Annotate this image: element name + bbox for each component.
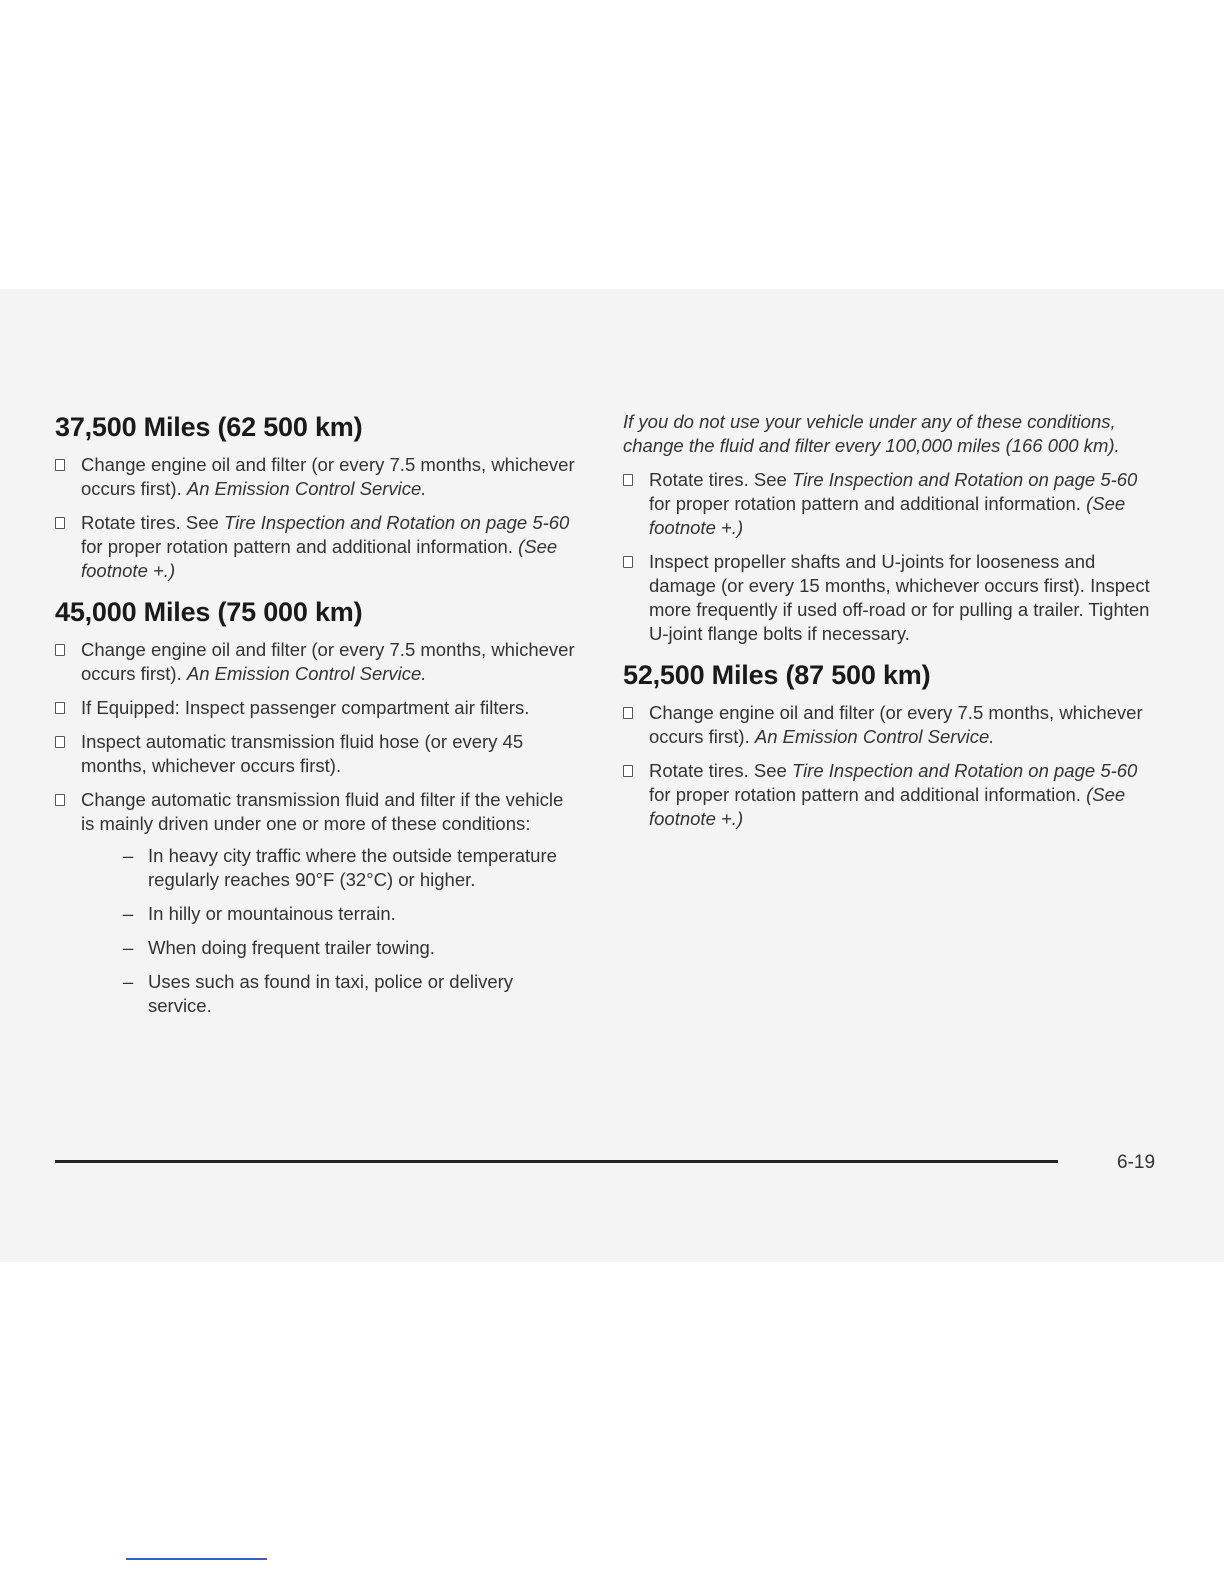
checklist-item bbox=[623, 468, 1163, 540]
checklist-item bbox=[623, 701, 1163, 749]
checklist-item bbox=[55, 730, 575, 778]
footnote-reference: (See footnote +.) bbox=[81, 536, 558, 581]
cross-reference: Tire Inspection and Rotation on page 5-60 bbox=[223, 512, 570, 533]
item-text: Inspect propeller shafts and U-joints for looseness and damage (or every 15 months, whichever occurs first). Inspect more frequently if used off-road or for pulling a trailer. Tighten U-joint flange bolts if necessary. bbox=[649, 551, 1150, 644]
item-text: Inspect automatic transmission fluid hose (or every 45 months, whichever occurs first). bbox=[81, 731, 524, 776]
condition-text: When doing frequent trailer towing. bbox=[148, 937, 435, 958]
dash-icon: – bbox=[123, 845, 134, 866]
checklist-item bbox=[55, 638, 575, 686]
checklist-item bbox=[55, 511, 575, 583]
footnote-rule bbox=[126, 1558, 267, 1560]
checklist-item bbox=[55, 453, 575, 501]
item-text: for proper rotation pattern and additional information. bbox=[81, 536, 519, 557]
footnote-reference: (See footnote +.) bbox=[649, 784, 1126, 829]
condition-text: In heavy city traffic where the outside temperature regularly reaches 90°F (32°C) or higher. bbox=[148, 845, 557, 890]
item-text: Rotate tires. See bbox=[649, 760, 792, 781]
footer-rule bbox=[55, 1160, 1058, 1163]
conditions-note: If you do not use your vehicle under any of these conditions, change the fluid and filter every 100,000 miles (166 000 km). bbox=[623, 411, 1120, 456]
checklist-item bbox=[55, 788, 575, 1018]
right-column bbox=[623, 410, 1163, 841]
checklist bbox=[55, 638, 575, 1018]
checkbox-icon bbox=[55, 644, 65, 656]
section-heading: 45,000 Miles (75 000 km) bbox=[55, 597, 363, 627]
checkbox-icon bbox=[55, 736, 65, 748]
checklist-item bbox=[623, 759, 1163, 831]
dash-icon: – bbox=[123, 903, 134, 924]
item-emphasis: An Emission Control Service. bbox=[186, 478, 427, 499]
page-number: 6-19 bbox=[1117, 1152, 1156, 1173]
section-45000-miles bbox=[55, 597, 575, 1018]
section-heading: 37,500 Miles (62 500 km) bbox=[55, 412, 363, 442]
item-text: for proper rotation pattern and additional information. bbox=[649, 784, 1087, 805]
item-emphasis: An Emission Control Service. bbox=[754, 726, 995, 747]
section-37500-miles bbox=[55, 412, 575, 583]
condition-item bbox=[123, 844, 575, 892]
conditions-list bbox=[81, 844, 575, 1018]
footnote-reference: (See footnote +.) bbox=[649, 493, 1126, 538]
checkbox-icon bbox=[55, 794, 65, 806]
section-heading: 52,500 Miles (87 500 km) bbox=[623, 660, 931, 690]
item-text: Rotate tires. See bbox=[649, 469, 792, 490]
checkbox-icon bbox=[55, 517, 65, 529]
checklist-item bbox=[623, 550, 1163, 646]
condition-item bbox=[123, 936, 575, 960]
cross-reference: Tire Inspection and Rotation on page 5-60 bbox=[791, 760, 1138, 781]
dash-icon: – bbox=[123, 937, 134, 958]
checkbox-icon bbox=[55, 702, 65, 714]
item-text: Rotate tires. See bbox=[81, 512, 224, 533]
checkbox-icon bbox=[623, 556, 633, 568]
item-text: Change engine oil and filter (or every 7.5 months, whichever occurs first). bbox=[649, 702, 1143, 747]
item-emphasis: An Emission Control Service. bbox=[186, 663, 427, 684]
left-column bbox=[55, 412, 575, 1028]
dash-icon: – bbox=[123, 971, 134, 992]
condition-text: Uses such as found in taxi, police or delivery service. bbox=[148, 971, 514, 1016]
checkbox-icon bbox=[623, 474, 633, 486]
checkbox-icon bbox=[623, 707, 633, 719]
checkbox-icon bbox=[55, 459, 65, 471]
item-text: Change engine oil and filter (or every 7.5 months, whichever occurs first). bbox=[81, 639, 575, 684]
item-text: for proper rotation pattern and additional information. bbox=[649, 493, 1087, 514]
condition-item bbox=[123, 970, 575, 1018]
checklist bbox=[623, 468, 1163, 646]
checklist bbox=[623, 701, 1163, 831]
item-text: If Equipped: Inspect passenger compartment air filters. bbox=[81, 697, 530, 718]
item-text: Change automatic transmission fluid and filter if the vehicle is mainly driven under one or more of these conditions: bbox=[81, 789, 564, 834]
item-text: Change engine oil and filter (or every 7.5 months, whichever occurs first). bbox=[81, 454, 575, 499]
cross-reference: Tire Inspection and Rotation on page 5-60 bbox=[791, 469, 1138, 490]
checkbox-icon bbox=[623, 765, 633, 777]
condition-item bbox=[123, 902, 575, 926]
checklist bbox=[55, 453, 575, 583]
checklist-item bbox=[55, 696, 575, 720]
section-52500-miles bbox=[623, 660, 1163, 831]
condition-text: In hilly or mountainous terrain. bbox=[148, 903, 396, 924]
